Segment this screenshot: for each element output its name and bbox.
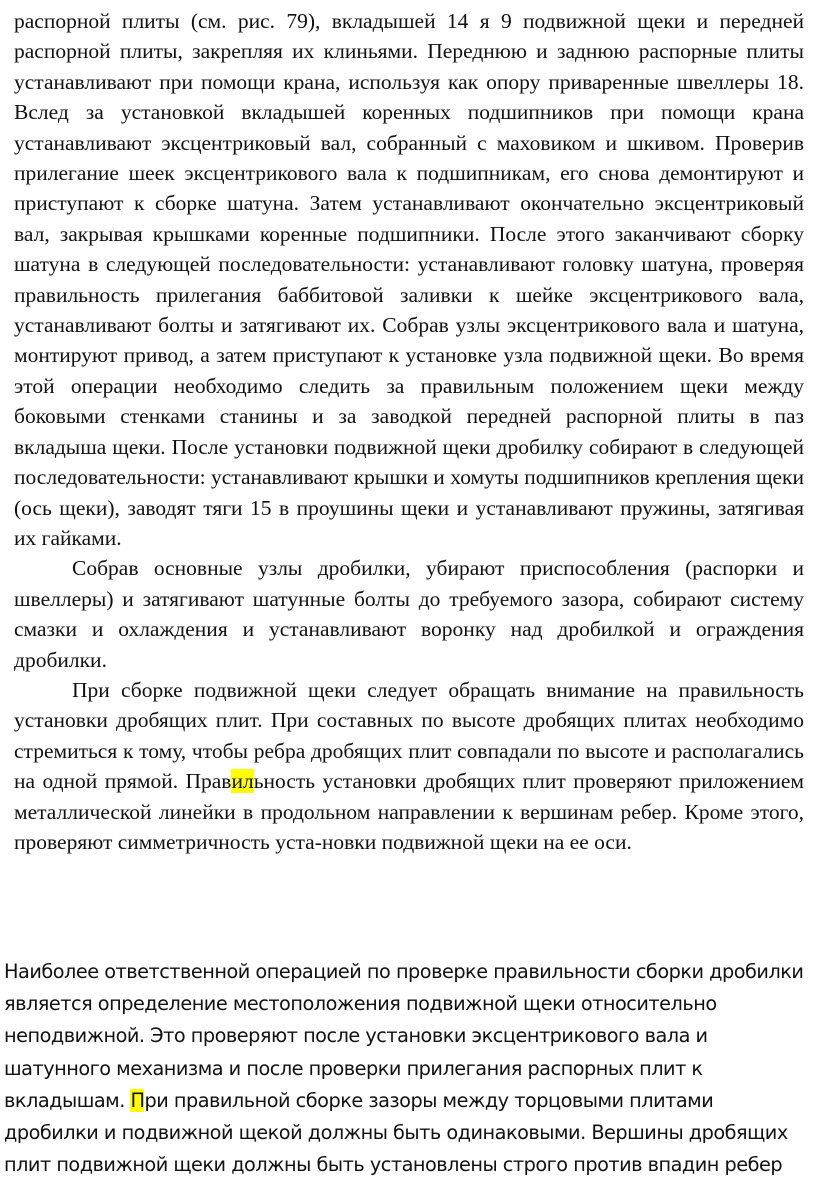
paragraph-jaw-position-check (4, 956, 816, 1181)
text-line-part: вкладышам. (4, 1088, 131, 1112)
text-line: плит подвижной щеки должны быть установлены строго против впадин ребер (4, 1153, 783, 1177)
text-line (4, 1085, 816, 1117)
text-line: дробилки и подвижной щекой должны быть одинаковыми. Вершины дробящих (4, 1121, 788, 1145)
paragraph-assembly-sequence: распорной плиты (см. рис. 79), вкладышей 14 я 9 подвижной щеки и передней распорной плиты, закрепляя их клиньями. Переднюю и заднюю распорные плиты устанавливают при помощи крана, используя как опору приваренные швеллеры 18. Вслед за установкой вкладышей коренных подшипников при помощи крана устанавливают эксцентриковый вал, собранный с маховиком и шкивом. Проверив прилегание шеек эксцентрикового вала к подшипникам, его снова демонтируют и приступают к сборке шатуна. Затем устанавливают окончательно эксцентриковый вал, закрывая крышками коренные подшипники. После этого заканчивают сборку шатуна в следующей последовательности: устанавливают головку шатуна, проверяя правильность прилегания баббитовой заливки к шейке эксцентрикового вала, устанавливают болты и затягивают их. Собрав узлы эксцентрикового вала и шатуна, монтируют привод, а затем приступают к установке узла подвижной щеки. Во время этой операции необходимо следить за правильным положением щеки между боковыми стенками станины и за заводкой передней распорной плиты в паз вкладыша щеки. После установки подвижной щеки дробилку собирают в следующей последовательности: устанавливают крышки и хомуты подшипников крепления щеки (ось щеки), заводят тяги 15 в проушины щеки и устанавливают пружины, затягивая их гайками. (14, 9, 804, 550)
highlighted-text: ил (231, 769, 254, 794)
text-line-part: ри правильной сборке зазоры между торцовыми плитами (144, 1088, 714, 1112)
text-line: неподвижной. Это проверяют после установки эксцентрикового вала и (4, 1024, 708, 1048)
sans-text-block (4, 956, 816, 1181)
text-line: Наиболее ответственной операцией по проверке правильности сборки дробилки (4, 960, 804, 983)
serif-text-block (14, 6, 804, 857)
text-line: шатунного механизма и после проверки прилегания распорных плит к (4, 1056, 703, 1080)
paragraph-crushing-plates-text-b: ьность установки дробящих плит проверяют приложением металлической линейки в продольном направлении к вершинам ребер. Кроме этого, проверяют симметричность уста-новки подвижной щеки на ее оси. (14, 769, 804, 854)
paragraph-final-assembly: Собрав основные узлы дробилки, убирают приспособления (распорки и швеллеры) и затягивают шатунные болты до требуемого зазора, собирают систему смазки и охлаждения и устанавливают воронку над дробилкой и ограждения дробилки. (14, 556, 804, 672)
text-line: является определение местоположения подвижной щеки относительно (4, 992, 717, 1016)
paragraph-crushing-plates-text-a: При сборке подвижной щеки следует обращать внимание на правильность установки дробящих плит. При составных по высоте дробящих плитах необходимо стремиться к тому, чтобы ребра дробящих плит совпадали по высоте и располагались на одной прямой. Прав (14, 677, 804, 794)
highlighted-text: П (130, 1088, 145, 1112)
paragraph-crushing-plates (14, 675, 804, 857)
